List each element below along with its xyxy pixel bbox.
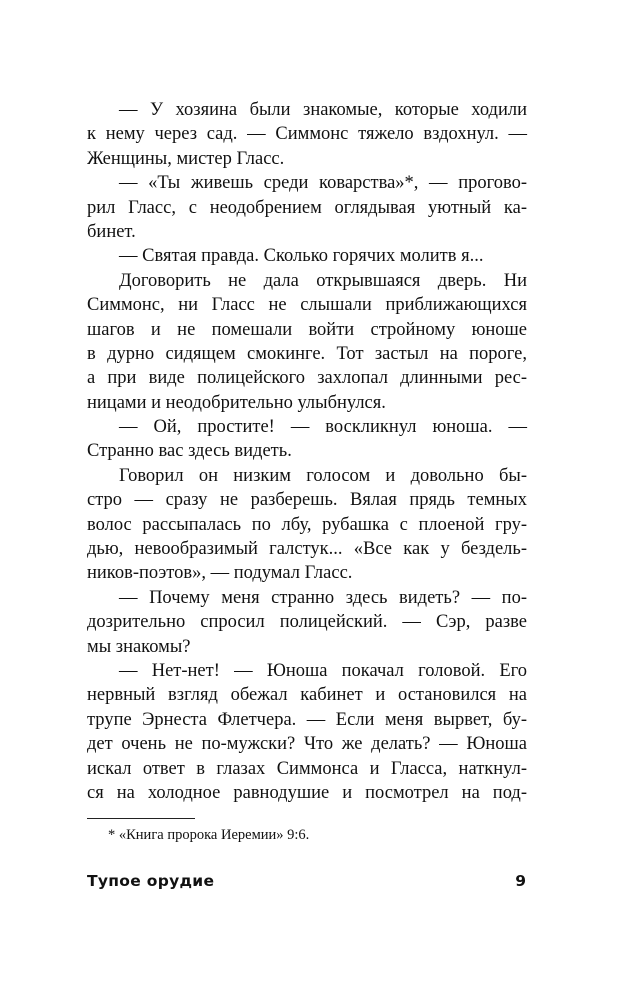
text-line: дет очень не по-мужски? Что же делать? — Юноша	[87, 734, 527, 755]
text-line: а при виде полицейского захлопал длинными рес-	[87, 368, 527, 389]
text-line: Симмонс, ни Гласс не слышали приближающихся	[87, 295, 527, 316]
text-line: — «Ты живешь среди коварства»*, — прогово-	[119, 173, 527, 194]
text-line: Странно вас здесь видеть.	[87, 441, 292, 462]
text-line: мы знакомы?	[87, 636, 191, 657]
text-line: — Ой, простите! — воскликнул юноша. —	[119, 417, 527, 438]
text-line: нервный взгляд обежал кабинет и остановился на	[87, 685, 527, 706]
text-line: стро — сразу не разберешь. Вялая прядь темных	[87, 490, 527, 511]
text-line: ников-поэтов», — подумал Гласс.	[87, 563, 353, 584]
text-line: в дурно сидящем смокинге. Тот застыл на пороге,	[87, 343, 527, 364]
text-line: искал ответ в глазах Симмонса и Гласса, наткнул-	[87, 758, 527, 779]
text-line: волос рассыпалась по лбу, рубашка с плоеной гру-	[87, 514, 527, 535]
text-line: — У хозяина были знакомые, которые ходили	[119, 100, 527, 120]
footnote: * «Книга пророка Иеремии» 9:6.	[108, 827, 310, 843]
text-line: шагов и не помешали войти стройному юноше	[87, 319, 527, 340]
text-line: дозрительно спросил полицейский. — Сэр, разве	[87, 612, 527, 633]
text-line: бинет.	[87, 221, 136, 242]
text-line: Женщины, мистер Гласс.	[87, 148, 285, 169]
text-line: трупе Эрнеста Флетчера. — Если меня вырвет, бу-	[87, 709, 527, 730]
text-line: к нему через сад. — Симмонс тяжело вздохнул. —	[87, 124, 527, 145]
body-text	[87, 98, 527, 805]
text-line: Договорить не дала открывшаяся дверь. Ни	[119, 270, 527, 291]
text-line: Говорил он низким голосом и довольно бы-	[119, 465, 527, 486]
page-number: 9	[515, 872, 526, 890]
footnote-divider	[87, 818, 195, 819]
text-line: рил Гласс, с неодобрением оглядывая уютный ка-	[87, 197, 527, 218]
text-line: — Святая правда. Сколько горячих молитв я...	[119, 246, 484, 267]
text-line: ся на холодное равнодушие и посмотрел на под-	[87, 782, 527, 803]
text-line: — Нет-нет! — Юноша покачал головой. Его	[119, 660, 527, 681]
running-title: Тупое орудие	[87, 872, 215, 890]
text-line: дью, невообразимый галстук... «Все как у бездель-	[87, 539, 527, 560]
text-line: — Почему меня странно здесь видеть? — по-	[119, 587, 527, 608]
text-line: ницами и неодобрительно улыбнулся.	[87, 392, 386, 413]
